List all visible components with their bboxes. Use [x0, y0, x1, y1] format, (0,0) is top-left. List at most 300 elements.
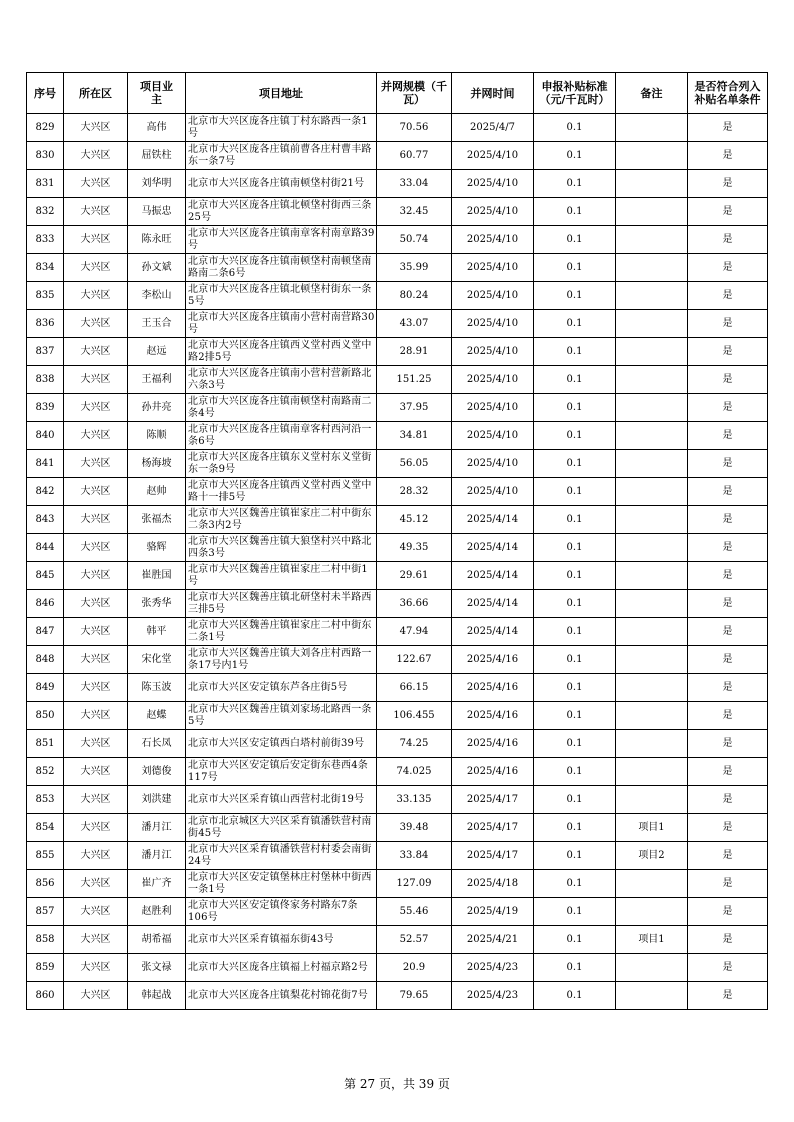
cell-capacity: 74.25 — [377, 730, 452, 758]
cell-district: 大兴区 — [64, 282, 128, 310]
cell-address: 北京市大兴区魏善庄镇崔家庄二村中街1号 — [186, 562, 377, 590]
cell-eligible: 是 — [688, 114, 768, 142]
cell-remark: 项目2 — [616, 842, 688, 870]
cell-standard: 0.1 — [534, 254, 616, 282]
cell-time: 2025/4/16 — [452, 730, 534, 758]
cell-time: 2025/4/16 — [452, 674, 534, 702]
cell-eligible: 是 — [688, 422, 768, 450]
cell-district: 大兴区 — [64, 422, 128, 450]
table-row — [27, 618, 768, 646]
cell-owner: 屈铁柱 — [128, 142, 186, 170]
cell-time: 2025/4/23 — [452, 982, 534, 1010]
cell-time: 2025/4/10 — [452, 394, 534, 422]
cell-standard: 0.1 — [534, 786, 616, 814]
table-row — [27, 730, 768, 758]
table-row — [27, 310, 768, 338]
table-row — [27, 170, 768, 198]
cell-eligible: 是 — [688, 226, 768, 254]
cell-standard: 0.1 — [534, 534, 616, 562]
cell-district: 大兴区 — [64, 702, 128, 730]
cell-capacity: 32.45 — [377, 198, 452, 226]
cell-remark — [616, 226, 688, 254]
cell-owner: 赵远 — [128, 338, 186, 366]
cell-owner: 韩起战 — [128, 982, 186, 1010]
cell-address: 北京市大兴区庞各庄镇梨花村锦花街7号 — [186, 982, 377, 1010]
cell-owner: 潘月江 — [128, 814, 186, 842]
cell-remark — [616, 870, 688, 898]
cell-time: 2025/4/17 — [452, 786, 534, 814]
cell-owner: 刘华明 — [128, 170, 186, 198]
cell-standard: 0.1 — [534, 478, 616, 506]
cell-eligible: 是 — [688, 170, 768, 198]
cell-remark — [616, 954, 688, 982]
cell-time: 2025/4/10 — [452, 142, 534, 170]
cell-standard: 0.1 — [534, 898, 616, 926]
cell-standard: 0.1 — [534, 338, 616, 366]
cell-owner: 孙文斌 — [128, 254, 186, 282]
table-row — [27, 842, 768, 870]
cell-time: 2025/4/10 — [452, 282, 534, 310]
cell-time: 2025/4/14 — [452, 618, 534, 646]
cell-address: 北京市大兴区采育镇潘铁营村村委会南街24号 — [186, 842, 377, 870]
cell-owner: 杨海坡 — [128, 450, 186, 478]
cell-address: 北京市大兴区庞各庄镇南顿垡村南顿垡南路南二条6号 — [186, 254, 377, 282]
cell-seq: 847 — [27, 618, 64, 646]
cell-eligible: 是 — [688, 870, 768, 898]
cell-eligible: 是 — [688, 982, 768, 1010]
cell-owner: 宋化堂 — [128, 646, 186, 674]
table-row — [27, 590, 768, 618]
cell-capacity: 106.455 — [377, 702, 452, 730]
cell-owner: 王福利 — [128, 366, 186, 394]
cell-owner: 赵帅 — [128, 478, 186, 506]
cell-standard: 0.1 — [534, 758, 616, 786]
cell-eligible: 是 — [688, 198, 768, 226]
cell-owner: 刘德俊 — [128, 758, 186, 786]
cell-remark — [616, 730, 688, 758]
cell-owner: 陈永旺 — [128, 226, 186, 254]
table-row — [27, 366, 768, 394]
cell-capacity: 127.09 — [377, 870, 452, 898]
table-row — [27, 926, 768, 954]
cell-owner: 崔胜国 — [128, 562, 186, 590]
cell-district: 大兴区 — [64, 926, 128, 954]
cell-district: 大兴区 — [64, 506, 128, 534]
cell-address: 北京市大兴区安定镇后安定街东巷西4条117号 — [186, 758, 377, 786]
cell-district: 大兴区 — [64, 982, 128, 1010]
cell-remark — [616, 982, 688, 1010]
cell-district: 大兴区 — [64, 758, 128, 786]
table-row — [27, 142, 768, 170]
cell-address: 北京市大兴区安定镇堡林庄村堡林中街西一条1号 — [186, 870, 377, 898]
cell-owner: 崔广齐 — [128, 870, 186, 898]
cell-remark — [616, 674, 688, 702]
cell-time: 2025/4/17 — [452, 842, 534, 870]
cell-seq: 859 — [27, 954, 64, 982]
cell-eligible: 是 — [688, 254, 768, 282]
cell-eligible: 是 — [688, 758, 768, 786]
cell-standard: 0.1 — [534, 198, 616, 226]
cell-remark — [616, 366, 688, 394]
table-row — [27, 814, 768, 842]
cell-capacity: 33.135 — [377, 786, 452, 814]
cell-capacity: 70.56 — [377, 114, 452, 142]
cell-remark — [616, 562, 688, 590]
table-row — [27, 758, 768, 786]
cell-capacity: 20.9 — [377, 954, 452, 982]
cell-eligible: 是 — [688, 506, 768, 534]
cell-remark: 项目1 — [616, 926, 688, 954]
cell-district: 大兴区 — [64, 898, 128, 926]
cell-district: 大兴区 — [64, 114, 128, 142]
cell-eligible: 是 — [688, 394, 768, 422]
cell-capacity: 43.07 — [377, 310, 452, 338]
cell-district: 大兴区 — [64, 562, 128, 590]
cell-eligible: 是 — [688, 478, 768, 506]
cell-address: 北京市大兴区庞各庄镇南小营村营新路北六条3号 — [186, 366, 377, 394]
table-row — [27, 450, 768, 478]
cell-owner: 赵胜利 — [128, 898, 186, 926]
cell-capacity: 36.66 — [377, 590, 452, 618]
cell-address: 北京市大兴区魏善庄镇北研垡村未半路西三排5号 — [186, 590, 377, 618]
cell-capacity: 60.77 — [377, 142, 452, 170]
cell-standard: 0.1 — [534, 422, 616, 450]
cell-eligible: 是 — [688, 338, 768, 366]
cell-address: 北京市大兴区魏善庄镇崔家庄二村中街东二条1号 — [186, 618, 377, 646]
cell-owner: 高伟 — [128, 114, 186, 142]
cell-owner: 李松山 — [128, 282, 186, 310]
cell-time: 2025/4/16 — [452, 646, 534, 674]
table-row — [27, 870, 768, 898]
cell-owner: 胡希福 — [128, 926, 186, 954]
cell-capacity: 74.025 — [377, 758, 452, 786]
cell-time: 2025/4/10 — [452, 310, 534, 338]
header-seq: 序号 — [27, 73, 64, 114]
cell-capacity: 37.95 — [377, 394, 452, 422]
cell-address: 北京市大兴区庞各庄镇东义堂村东义堂街东一条9号 — [186, 450, 377, 478]
cell-seq: 848 — [27, 646, 64, 674]
cell-district: 大兴区 — [64, 954, 128, 982]
cell-remark — [616, 170, 688, 198]
cell-eligible: 是 — [688, 842, 768, 870]
cell-time: 2025/4/10 — [452, 478, 534, 506]
cell-remark — [616, 282, 688, 310]
cell-district: 大兴区 — [64, 534, 128, 562]
cell-seq: 853 — [27, 786, 64, 814]
cell-district: 大兴区 — [64, 338, 128, 366]
cell-district: 大兴区 — [64, 618, 128, 646]
table-row — [27, 338, 768, 366]
cell-seq: 854 — [27, 814, 64, 842]
cell-eligible: 是 — [688, 590, 768, 618]
cell-capacity: 80.24 — [377, 282, 452, 310]
cell-eligible: 是 — [688, 674, 768, 702]
cell-seq: 841 — [27, 450, 64, 478]
cell-seq: 858 — [27, 926, 64, 954]
cell-seq: 855 — [27, 842, 64, 870]
cell-address: 北京市大兴区安定镇西白塔村前街39号 — [186, 730, 377, 758]
cell-seq: 840 — [27, 422, 64, 450]
cell-capacity: 122.67 — [377, 646, 452, 674]
cell-remark — [616, 422, 688, 450]
cell-eligible: 是 — [688, 282, 768, 310]
cell-time: 2025/4/21 — [452, 926, 534, 954]
cell-address: 北京市大兴区庞各庄镇南章客村西河沿一条6号 — [186, 422, 377, 450]
cell-time: 2025/4/10 — [452, 366, 534, 394]
cell-capacity: 151.25 — [377, 366, 452, 394]
table-row — [27, 254, 768, 282]
cell-owner: 陈玉波 — [128, 674, 186, 702]
cell-eligible: 是 — [688, 954, 768, 982]
cell-capacity: 35.99 — [377, 254, 452, 282]
cell-eligible: 是 — [688, 646, 768, 674]
cell-district: 大兴区 — [64, 646, 128, 674]
cell-capacity: 56.05 — [377, 450, 452, 478]
cell-standard: 0.1 — [534, 310, 616, 338]
cell-eligible: 是 — [688, 702, 768, 730]
cell-standard: 0.1 — [534, 618, 616, 646]
cell-seq: 829 — [27, 114, 64, 142]
cell-capacity: 33.84 — [377, 842, 452, 870]
page-number: 第 27 页，共 39 页 — [344, 1077, 450, 1091]
cell-seq: 849 — [27, 674, 64, 702]
cell-address: 北京市大兴区庞各庄镇南顿垡村街21号 — [186, 170, 377, 198]
cell-remark — [616, 618, 688, 646]
cell-standard: 0.1 — [534, 366, 616, 394]
cell-address: 北京市大兴区庞各庄镇西义堂村西义堂中路2排5号 — [186, 338, 377, 366]
cell-owner: 石长凤 — [128, 730, 186, 758]
cell-seq: 851 — [27, 730, 64, 758]
cell-district: 大兴区 — [64, 142, 128, 170]
cell-seq: 834 — [27, 254, 64, 282]
cell-eligible: 是 — [688, 534, 768, 562]
cell-capacity: 29.61 — [377, 562, 452, 590]
table-row — [27, 954, 768, 982]
header-time: 并网时间 — [452, 73, 534, 114]
cell-standard: 0.1 — [534, 170, 616, 198]
cell-district: 大兴区 — [64, 394, 128, 422]
cell-district: 大兴区 — [64, 254, 128, 282]
cell-remark — [616, 702, 688, 730]
cell-capacity: 79.65 — [377, 982, 452, 1010]
cell-remark: 项目1 — [616, 814, 688, 842]
cell-time: 2025/4/16 — [452, 702, 534, 730]
cell-seq: 850 — [27, 702, 64, 730]
table-row — [27, 898, 768, 926]
cell-address: 北京市大兴区采育镇福东街43号 — [186, 926, 377, 954]
cell-remark — [616, 786, 688, 814]
cell-eligible: 是 — [688, 814, 768, 842]
cell-eligible: 是 — [688, 618, 768, 646]
cell-district: 大兴区 — [64, 786, 128, 814]
cell-seq: 833 — [27, 226, 64, 254]
cell-eligible: 是 — [688, 562, 768, 590]
cell-time: 2025/4/10 — [452, 170, 534, 198]
table-row — [27, 562, 768, 590]
table-row — [27, 478, 768, 506]
cell-eligible: 是 — [688, 310, 768, 338]
table-body — [27, 114, 768, 1010]
cell-time: 2025/4/10 — [452, 422, 534, 450]
cell-owner: 赵蝶 — [128, 702, 186, 730]
cell-district: 大兴区 — [64, 842, 128, 870]
cell-address: 北京市大兴区庞各庄镇西义堂村西义堂中路十一排5号 — [186, 478, 377, 506]
cell-district: 大兴区 — [64, 730, 128, 758]
table-header-row — [27, 73, 768, 114]
cell-capacity: 55.46 — [377, 898, 452, 926]
cell-owner: 张福杰 — [128, 506, 186, 534]
cell-time: 2025/4/10 — [452, 226, 534, 254]
cell-address: 北京市大兴区采育镇山西营村北街19号 — [186, 786, 377, 814]
cell-remark — [616, 646, 688, 674]
table-row — [27, 534, 768, 562]
cell-capacity: 34.81 — [377, 422, 452, 450]
cell-eligible: 是 — [688, 730, 768, 758]
cell-district: 大兴区 — [64, 450, 128, 478]
cell-address: 北京市大兴区安定镇东芦各庄街5号 — [186, 674, 377, 702]
cell-standard: 0.1 — [534, 282, 616, 310]
cell-standard: 0.1 — [534, 814, 616, 842]
header-eligible: 是否符合列入补贴名单条件 — [688, 73, 768, 114]
cell-remark — [616, 898, 688, 926]
cell-district: 大兴区 — [64, 674, 128, 702]
cell-standard: 0.1 — [534, 562, 616, 590]
cell-owner: 张秀华 — [128, 590, 186, 618]
cell-address: 北京市大兴区庞各庄镇福上村福京路2号 — [186, 954, 377, 982]
cell-address: 北京市大兴区庞各庄镇北顿垡村街西三条25号 — [186, 198, 377, 226]
cell-standard: 0.1 — [534, 394, 616, 422]
cell-seq: 856 — [27, 870, 64, 898]
cell-owner: 韩平 — [128, 618, 186, 646]
cell-district: 大兴区 — [64, 870, 128, 898]
cell-owner: 刘洪建 — [128, 786, 186, 814]
table-row — [27, 674, 768, 702]
cell-seq: 846 — [27, 590, 64, 618]
cell-time: 2025/4/10 — [452, 198, 534, 226]
cell-standard: 0.1 — [534, 450, 616, 478]
cell-seq: 835 — [27, 282, 64, 310]
cell-owner: 陈顺 — [128, 422, 186, 450]
cell-address: 北京市大兴区安定镇佟家务村路东7条106号 — [186, 898, 377, 926]
cell-standard: 0.1 — [534, 870, 616, 898]
cell-owner: 潘月江 — [128, 842, 186, 870]
cell-seq: 844 — [27, 534, 64, 562]
cell-standard: 0.1 — [534, 702, 616, 730]
cell-capacity: 28.91 — [377, 338, 452, 366]
cell-address: 北京市大兴区庞各庄镇南顿垡村南路南二条4号 — [186, 394, 377, 422]
header-remark: 备注 — [616, 73, 688, 114]
cell-remark — [616, 338, 688, 366]
cell-seq: 831 — [27, 170, 64, 198]
cell-district: 大兴区 — [64, 226, 128, 254]
table-row — [27, 198, 768, 226]
cell-standard: 0.1 — [534, 114, 616, 142]
cell-district: 大兴区 — [64, 198, 128, 226]
cell-seq: 845 — [27, 562, 64, 590]
cell-district: 大兴区 — [64, 310, 128, 338]
cell-standard: 0.1 — [534, 926, 616, 954]
cell-address: 北京市大兴区庞各庄镇北顿垡村街东一条5号 — [186, 282, 377, 310]
cell-seq: 839 — [27, 394, 64, 422]
cell-eligible: 是 — [688, 898, 768, 926]
cell-capacity: 28.32 — [377, 478, 452, 506]
cell-eligible: 是 — [688, 366, 768, 394]
cell-capacity: 66.15 — [377, 674, 452, 702]
cell-address: 北京市大兴区魏善庄镇刘家场北路西一条5号 — [186, 702, 377, 730]
cell-time: 2025/4/19 — [452, 898, 534, 926]
cell-seq: 837 — [27, 338, 64, 366]
cell-remark — [616, 394, 688, 422]
cell-district: 大兴区 — [64, 814, 128, 842]
cell-time: 2025/4/23 — [452, 954, 534, 982]
cell-district: 大兴区 — [64, 478, 128, 506]
cell-address: 北京市北京城区大兴区采育镇潘铁营村南街45号 — [186, 814, 377, 842]
cell-owner: 孙井亮 — [128, 394, 186, 422]
cell-address: 北京市大兴区庞各庄镇前曹各庄村曹丰路东一条7号 — [186, 142, 377, 170]
header-district: 所在区 — [64, 73, 128, 114]
cell-standard: 0.1 — [534, 842, 616, 870]
cell-remark — [616, 198, 688, 226]
cell-time: 2025/4/10 — [452, 254, 534, 282]
cell-eligible: 是 — [688, 450, 768, 478]
header-owner: 项目业主 — [128, 73, 186, 114]
table-row — [27, 982, 768, 1010]
cell-address: 北京市大兴区庞各庄镇南章客村南章路39号 — [186, 226, 377, 254]
cell-capacity: 50.74 — [377, 226, 452, 254]
cell-time: 2025/4/14 — [452, 506, 534, 534]
cell-standard: 0.1 — [534, 646, 616, 674]
subsidy-list-table — [26, 72, 768, 1010]
cell-remark — [616, 254, 688, 282]
cell-address: 北京市大兴区魏善庄镇大刘各庄村西路一条17号内1号 — [186, 646, 377, 674]
table-row — [27, 282, 768, 310]
cell-district: 大兴区 — [64, 366, 128, 394]
cell-standard: 0.1 — [534, 142, 616, 170]
table-row — [27, 646, 768, 674]
cell-time: 2025/4/14 — [452, 534, 534, 562]
cell-standard: 0.1 — [534, 730, 616, 758]
cell-standard: 0.1 — [534, 226, 616, 254]
cell-remark — [616, 142, 688, 170]
table-row — [27, 114, 768, 142]
cell-capacity: 49.35 — [377, 534, 452, 562]
cell-eligible: 是 — [688, 926, 768, 954]
cell-owner: 骆辉 — [128, 534, 186, 562]
cell-time: 2025/4/18 — [452, 870, 534, 898]
cell-eligible: 是 — [688, 786, 768, 814]
cell-remark — [616, 114, 688, 142]
cell-owner: 张文禄 — [128, 954, 186, 982]
cell-address: 北京市大兴区魏善庄镇大狼垡村兴中路北四条3号 — [186, 534, 377, 562]
cell-time: 2025/4/7 — [452, 114, 534, 142]
cell-time: 2025/4/16 — [452, 758, 534, 786]
cell-capacity: 47.94 — [377, 618, 452, 646]
cell-seq: 832 — [27, 198, 64, 226]
cell-seq: 843 — [27, 506, 64, 534]
table-row — [27, 394, 768, 422]
cell-seq: 836 — [27, 310, 64, 338]
cell-district: 大兴区 — [64, 590, 128, 618]
cell-seq: 860 — [27, 982, 64, 1010]
cell-seq: 830 — [27, 142, 64, 170]
cell-eligible: 是 — [688, 142, 768, 170]
cell-seq: 852 — [27, 758, 64, 786]
cell-remark — [616, 310, 688, 338]
cell-remark — [616, 506, 688, 534]
table-row — [27, 702, 768, 730]
table-row — [27, 506, 768, 534]
cell-remark — [616, 758, 688, 786]
